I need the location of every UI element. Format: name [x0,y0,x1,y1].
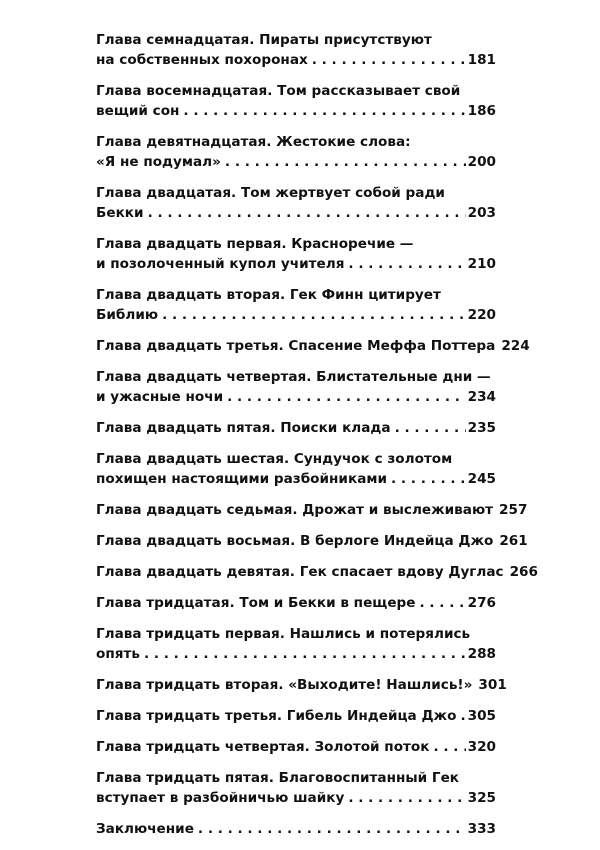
dot-leader [416,593,466,613]
toc-entry-last-line [96,152,496,172]
dot-leader [391,418,466,438]
toc-entry [96,234,496,274]
toc-entry [96,418,496,438]
page-number: 257 [499,502,528,518]
toc-entry-last-line [96,418,496,438]
dot-leader [344,788,465,808]
page-number: 210 [467,256,496,272]
toc-entry [96,562,538,582]
toc-entry-title-line: Заключение [96,821,194,837]
toc-entry-title-line: на собственных похоронах [96,52,308,68]
toc-entry-title-line: Глава двадцать седьмая. Дрожат и выслеживают [96,502,494,518]
toc-entry [96,624,496,664]
dot-leader [144,203,466,223]
toc-entry-last-line [96,593,496,613]
page-number: 186 [467,103,496,119]
toc-entry [96,593,496,613]
page-number: 245 [467,471,496,487]
toc-entry-title-line: Глава двадцать шестая. Сундучок с золотом [96,451,453,467]
toc-entry-title-line: вещий сон [96,103,180,119]
toc-entry-title-line: Глава двадцать девятая. Гек спасает вдову Дуглас [96,564,504,580]
toc-entry-title-line: «Я не подумал» [96,154,221,170]
page-number: 333 [467,821,496,837]
dot-leader [158,305,466,325]
toc-entry [96,285,496,325]
toc-entry-last-line [96,531,528,551]
toc-entry-title-line: Глава тридцать первая. Нашлись и потерялись [96,626,471,642]
toc-entry [96,367,496,407]
toc-entry [96,675,507,695]
toc-entry-last-line [96,101,496,121]
table-of-contents [96,30,538,850]
page-number: 181 [467,52,496,68]
page-number: 320 [467,739,496,755]
toc-entry-title-line: Библию [96,307,159,323]
toc-entry-title-line: Глава двадцать вторая. Гек Финн цитирует [96,287,441,303]
toc-entry-last-line [96,50,496,70]
page-number: 200 [467,154,496,170]
toc-entry [96,449,496,489]
toc-entry-last-line [96,562,538,582]
toc-entry [96,737,496,757]
toc-entry-title-line: Глава тридцатая. Том и Бекки в пещере [96,595,416,611]
toc-entry [96,30,496,70]
toc-entry-last-line [96,737,496,757]
page-number: 301 [478,677,507,693]
toc-entry [96,531,528,551]
toc-entry-title-line: Глава двадцать третья. Спасение Меффа Поттера [96,338,496,354]
toc-entry [96,183,496,223]
toc-entry-last-line [96,819,496,839]
toc-entry-last-line [96,469,496,489]
toc-entry-title-line: и позолоченный купол учителя [96,256,345,272]
dot-leader [194,819,466,839]
page-number: 220 [467,307,496,323]
toc-entry-last-line [96,336,530,356]
dot-leader [456,706,465,726]
toc-entry-title-line: Глава двадцать первая. Красноречие — [96,236,414,252]
toc-entry-last-line [96,203,496,223]
toc-entry-title-line: Глава тридцать пятая. Благовоспитанный Гек [96,770,460,786]
page-number: 203 [467,205,496,221]
toc-entry-title-line: Глава семнадцатая. Пираты присутствуют [96,32,432,48]
toc-entry-title-line: и ужасные ночи [96,389,224,405]
toc-entry-title-line: Глава тридцать третья. Гибель Индейца Джо [96,708,457,724]
toc-entry-title-line: похищен настоящими разбойниками [96,471,387,487]
page-number: 325 [467,790,496,806]
toc-entry [96,336,530,356]
toc-entry-title-line: Глава двадцать четвертая. Блистательные дни — [96,369,491,385]
toc-entry [96,81,496,121]
dot-leader [221,152,466,172]
dot-leader [308,50,466,70]
toc-entry-title-line: Глава двадцать пятая. Поиски клада [96,420,391,436]
page-number: 305 [467,708,496,724]
toc-entry-last-line [96,706,496,726]
toc-entry-title-line: Глава восемнадцатая. Том рассказывает свой [96,83,461,99]
page-number: 235 [467,420,496,436]
toc-entry-title-line: Глава девятнадцатая. Жестокие слова: [96,134,411,150]
page-number: 224 [501,338,530,354]
toc-entry-last-line [96,305,496,325]
dot-leader [140,644,466,664]
toc-entry [96,819,496,839]
toc-entry [96,500,528,520]
page-number: 266 [509,564,538,580]
toc-entry-last-line [96,644,496,664]
page-number: 234 [467,389,496,405]
dot-leader [429,737,465,757]
toc-entry-title-line: Бекки [96,205,144,221]
toc-entry-last-line [96,788,496,808]
toc-entry [96,132,496,172]
page-number: 261 [499,533,528,549]
toc-entry [96,706,496,726]
toc-entry-last-line [96,500,528,520]
toc-entry-last-line [96,675,507,695]
toc-entry-title-line: Глава двадцатая. Том жертвует собой ради [96,185,445,201]
dot-leader [223,387,466,407]
dot-leader [387,469,466,489]
toc-entry-title-line: Глава тридцать вторая. «Выходите! Нашлись!» [96,677,473,693]
toc-entry [96,768,496,808]
toc-entry-last-line [96,387,496,407]
toc-entry-title-line: вступает в разбойничью шайку [96,790,345,806]
page-number: 276 [467,595,496,611]
toc-entry-last-line [96,254,496,274]
dot-leader [344,254,465,274]
toc-entry-title-line: Глава тридцать четвертая. Золотой поток [96,739,430,755]
toc-entry-title-line: Глава двадцать восьмая. В берлоге Индейца Джо [96,533,494,549]
toc-entry-title-line: опять [96,646,140,662]
page-number: 288 [467,646,496,662]
dot-leader [179,101,465,121]
